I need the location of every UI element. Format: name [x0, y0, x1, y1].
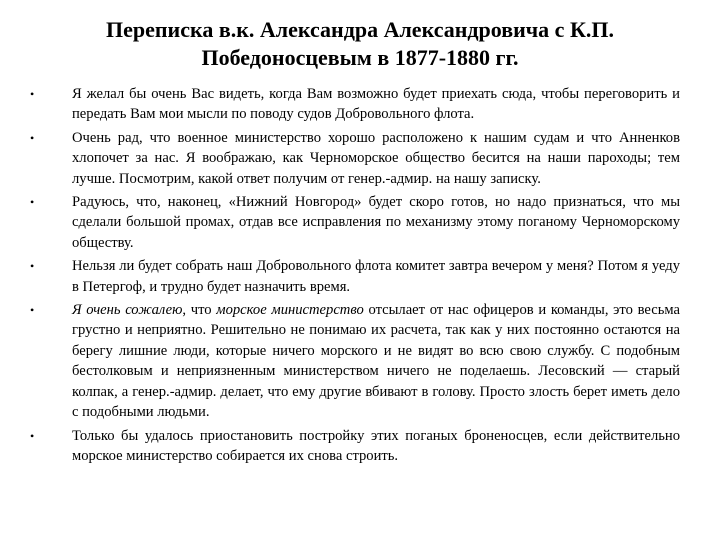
- title-line-1: Переписка в.к. Александра Александровича с К.П.: [105, 17, 615, 42]
- list-item: [22, 300, 680, 422]
- italic-phrase: морское министерство: [216, 302, 364, 319]
- list-item: [22, 192, 680, 253]
- list-item-text: Я желал бы очень Вас видеть, когда Вам возможно будет приехать сюда, чтобы переговорить и передать Вам мои мысли по поводу судов Добровольного флота.: [72, 86, 680, 123]
- list-item-text: Только бы удалось приостановить постройку этих поганых броненосцев, если действительно морское министерство собирается их снова строить.: [72, 427, 680, 464]
- list-item: [22, 426, 680, 467]
- list-item: [22, 256, 680, 297]
- list-item: [22, 128, 680, 189]
- bullet-icon: •: [30, 259, 35, 274]
- bullet-icon: •: [30, 195, 35, 210]
- italic-phrase: Я очень сожалею: [72, 302, 183, 319]
- bullet-list: [22, 84, 680, 469]
- title-line-2: Победоносцевым в 1877-1880 гг.: [201, 45, 519, 70]
- text-fragment: отсылает от нас офицеров и команды, это весьма грустно и неприятно. Решительно не понимаю их расчета, так как у них постоянно остаются на берегу лишние люди, которые ничего морского и не видят во всю свою службу. С подобным бестолковым и неприязненным министерством ничего не поделаешь. Лесовский — старый колпак, а генер.-адмир. делает, что ему другие вбивают в голову. Просто злость берет иметь дело с подобными людьми.: [72, 302, 680, 421]
- list-item-text: Нельзя ли будет собрать наш Добровольного флота комитет завтра вечером у меня? Потом я уеду в Петергоф, и трудно будет назначить время.: [72, 258, 680, 295]
- list-item-text: Очень рад, что военное министерство хорошо расположено к нашим судам и что Анненков хлопочет за нас. Я воображаю, как Черноморское общество бесится на наши пароходы; тем лучше. Посмотрим, какой ответ получим от генер.-адмир. на нашу записку.: [72, 129, 680, 187]
- list-item: [22, 84, 680, 125]
- bullet-icon: •: [30, 303, 35, 318]
- list-item-text: [72, 300, 680, 422]
- page-title: [40, 16, 680, 72]
- list-item-text: Радуюсь, что, наконец, «Нижний Новгород» будет скоро готов, но надо признаться, что мы сделали большой промах, отдав все исправления по механизму этому поганому Черноморскому обществу.: [72, 194, 680, 251]
- text-fragment: , что: [182, 302, 217, 319]
- bullet-icon: •: [30, 87, 35, 101]
- bullet-icon: •: [30, 130, 35, 145]
- bullet-icon: •: [30, 428, 35, 443]
